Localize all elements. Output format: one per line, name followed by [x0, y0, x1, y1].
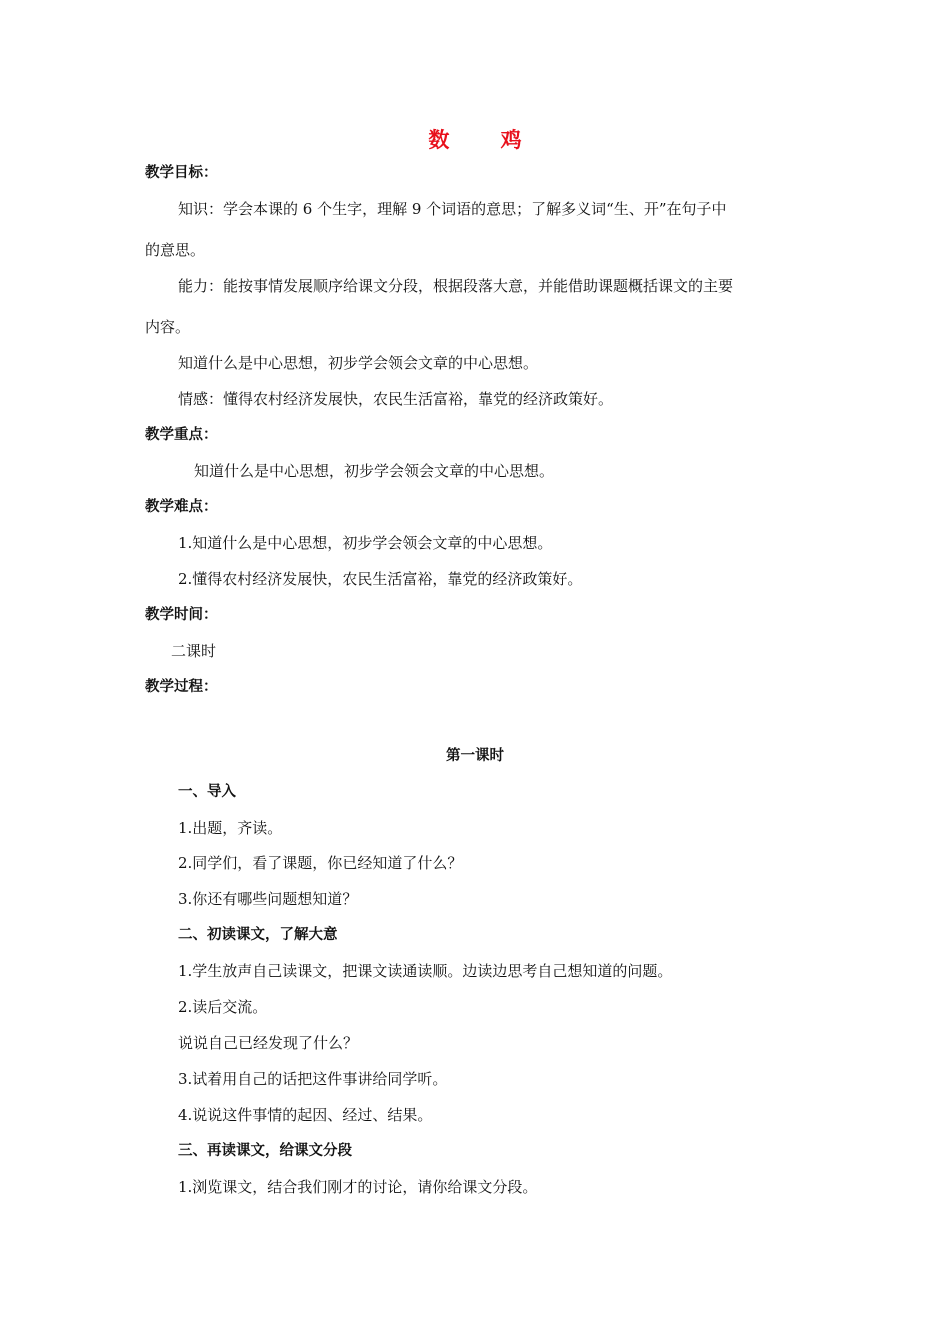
time-heading: 教学时间： — [145, 607, 218, 623]
list-item: 1.学生放声自己读课文，把课文读通读顺。边读边思考自己想知道的问题。 — [178, 962, 673, 980]
document-title: 数 鸡 — [428, 127, 544, 152]
objective-knowledge-cont: 的意思。 — [145, 241, 206, 259]
list-item: 2.读后交流。 — [178, 998, 268, 1016]
difficulty-item: 2.懂得农村经济发展快，农民生活富裕，靠党的经济政策好。 — [178, 570, 583, 588]
list-item: 2.同学们，看了课题，你已经知道了什么？ — [178, 854, 463, 872]
objective-emotion: 情感：懂得农村经济发展快，农民生活富裕，靠党的经济政策好。 — [178, 390, 614, 408]
section-heading: 二、初读课文，了解大意 — [178, 927, 338, 943]
list-item: 1.出题，齐读。 — [178, 819, 283, 837]
key-points-heading: 教学重点： — [145, 427, 218, 443]
time-text: 二课时 — [171, 642, 217, 660]
key-points-text: 知道什么是中心思想，初步学会领会文章的中心思想。 — [194, 462, 555, 480]
objective-ability-extra: 知道什么是中心思想，初步学会领会文章的中心思想。 — [178, 354, 539, 372]
list-item: 3.你还有哪些问题想知道？ — [178, 890, 358, 908]
objective-ability: 能力：能按事情发展顺序给课文分段，根据段落大意，并能借助课题概括课文的主要 — [178, 277, 734, 295]
difficulty-item: 1.知道什么是中心思想，初步学会领会文章的中心思想。 — [178, 534, 553, 552]
lesson-title: 第一课时 — [446, 748, 504, 764]
objective-knowledge: 知识：学会本课的 6 个生字，理解 9 个词语的意思；了解多义词“生、开”在句子中 — [178, 200, 727, 218]
process-heading: 教学过程： — [145, 679, 218, 695]
list-item: 1.浏览课文，结合我们刚才的讨论，请你给课文分段。 — [178, 1178, 538, 1196]
section-heading: 一、导入 — [178, 784, 236, 800]
difficulties-heading: 教学难点： — [145, 499, 218, 515]
list-item: 说说自己已经发现了什么？ — [178, 1034, 359, 1052]
list-item: 3.试着用自己的话把这件事讲给同学听。 — [178, 1070, 448, 1088]
objectives-heading: 教学目标： — [145, 165, 218, 181]
list-item: 4.说说这件事情的起因、经过、结果。 — [178, 1106, 433, 1124]
objective-ability-cont: 内容。 — [145, 318, 191, 336]
section-heading: 三、再读课文，给课文分段 — [178, 1143, 352, 1159]
